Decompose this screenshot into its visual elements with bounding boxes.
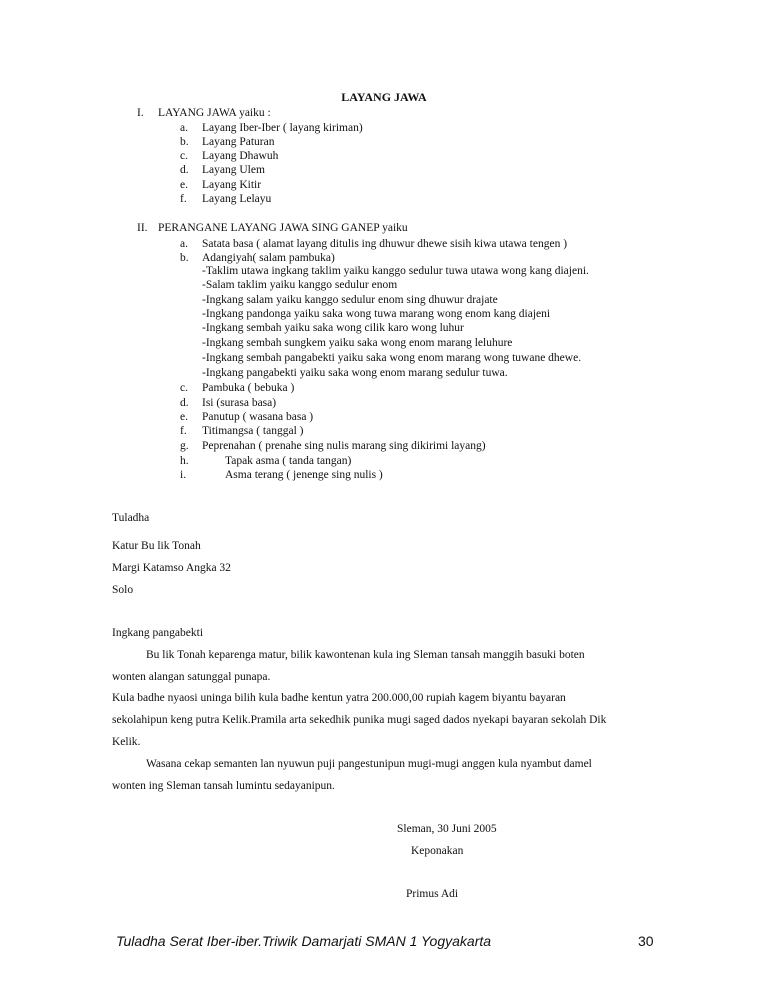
item-text: Layang Ulem — [202, 164, 265, 176]
paragraph-line: wonten ing Sleman tansah lumintu sedayanipun. — [112, 780, 335, 792]
item-marker: a. — [180, 122, 188, 134]
item-marker: b. — [180, 252, 189, 264]
paragraph-line: Kula badhe nyaosi uninga bilih kula badhe kentun yatra 200.000,00 rupiah kagem biyantu bayaran — [112, 692, 566, 704]
item-marker: g. — [180, 440, 189, 452]
address-line: Solo — [112, 584, 134, 596]
document-title: LAYANG JAWA — [341, 90, 427, 104]
page-footer: Tuladha Serat Iber-iber.Triwik Damarjati SMAN 1 Yogyakarta — [116, 933, 492, 949]
paragraph-line: Wasana cekap semanten lan nyuwun puji pangestunipun mugi-mugi anggen kula nyambut damel — [146, 758, 592, 770]
paragraph-line: Bu lik Tonah keparenga matur, bilik kawontenan kula ing Sleman tansah manggih basuki boten — [146, 649, 585, 661]
item-marker: c. — [180, 382, 188, 394]
sub-item: -Taklim utawa ingkang taklim yaiku kanggo sedulur tuwa utawa wong kang diajeni. — [202, 265, 589, 277]
paragraph-line: Kelik. — [112, 736, 141, 748]
item-marker: b. — [180, 136, 189, 148]
item-text: Asma terang ( jenenge sing nulis ) — [225, 469, 383, 481]
item-text: Peprenahan ( prenahe sing nulis marang sing dikirimi layang) — [202, 440, 486, 452]
letter-date: Sleman, 30 Juni 2005 — [397, 823, 497, 835]
item-text: Panutup ( wasana basa ) — [202, 411, 314, 423]
sub-item: -Salam taklim yaiku kanggo sedulur enom — [202, 279, 398, 291]
section-number: II. — [137, 222, 148, 234]
item-text: Titimangsa ( tanggal ) — [202, 425, 304, 437]
greeting: Ingkang pangabekti — [112, 627, 204, 639]
paragraph-line: sekolahipun keng putra Kelik.Pramila arta sekedhik punika mugi saged dados nyekapi bayaran sekolah Dik — [112, 714, 607, 726]
item-text: Pambuka ( bebuka ) — [202, 382, 295, 394]
sub-item: -Ingkang pandonga yaiku saka wong tuwa marang wong enom kang diajeni — [202, 308, 551, 320]
item-marker: d. — [180, 164, 189, 176]
sub-item: -Ingkang sembah sungkem yaiku saka wong enom marang leluhure — [202, 337, 513, 349]
sub-item: -Ingkang pangabekti yaiku saka wong enom marang sedulur tuwa. — [202, 367, 508, 379]
item-marker: i. — [180, 469, 187, 481]
sub-item: -Ingkang sembah yaiku saka wong cilik karo wong luhur — [202, 322, 464, 334]
item-marker: f. — [180, 193, 187, 205]
sender-relation: Keponakan — [411, 845, 464, 857]
item-marker: d. — [180, 397, 189, 409]
item-text: Layang Iber-Iber ( layang kiriman) — [202, 122, 363, 134]
item-text: Adangiyah( salam pambuka) — [202, 252, 335, 264]
item-marker: e. — [180, 411, 188, 423]
item-text: Layang Lelayu — [202, 193, 272, 205]
paragraph-line: wonten alangan satunggal punapa. — [112, 671, 271, 683]
item-text: Tapak asma ( tanda tangan) — [225, 455, 352, 467]
page-number: 30 — [638, 933, 654, 949]
item-text: Layang Kitir — [202, 179, 262, 191]
item-text: Satata basa ( alamat layang ditulis ing dhuwur dhewe sisih kiwa utawa tengen ) — [202, 238, 568, 250]
sub-item: -Ingkang sembah pangabekti yaiku saka wong enom marang wong tuwane dhewe. — [202, 352, 582, 364]
item-marker: f. — [180, 425, 187, 437]
section-number: I. — [137, 107, 144, 119]
sub-item: -Ingkang salam yaiku kanggo sedulur enom sing dhuwur drajate — [202, 294, 498, 306]
sender-name: Primus Adi — [406, 888, 459, 900]
example-label: Tuladha — [112, 512, 150, 524]
item-text: Layang Paturan — [202, 136, 275, 148]
item-marker: h. — [180, 455, 189, 467]
item-marker: e. — [180, 179, 188, 191]
section-heading-text: PERANGANE LAYANG JAWA SING GANEP yaiku — [158, 222, 408, 234]
item-marker: a. — [180, 238, 188, 250]
item-text: Layang Dhawuh — [202, 150, 279, 162]
section-heading-text: LAYANG JAWA yaiku : — [158, 107, 271, 119]
address-line: Margi Katamso Angka 32 — [112, 562, 231, 574]
item-text: Isi (surasa basa) — [202, 397, 277, 409]
item-marker: c. — [180, 150, 188, 162]
address-line: Katur Bu lik Tonah — [112, 540, 201, 552]
